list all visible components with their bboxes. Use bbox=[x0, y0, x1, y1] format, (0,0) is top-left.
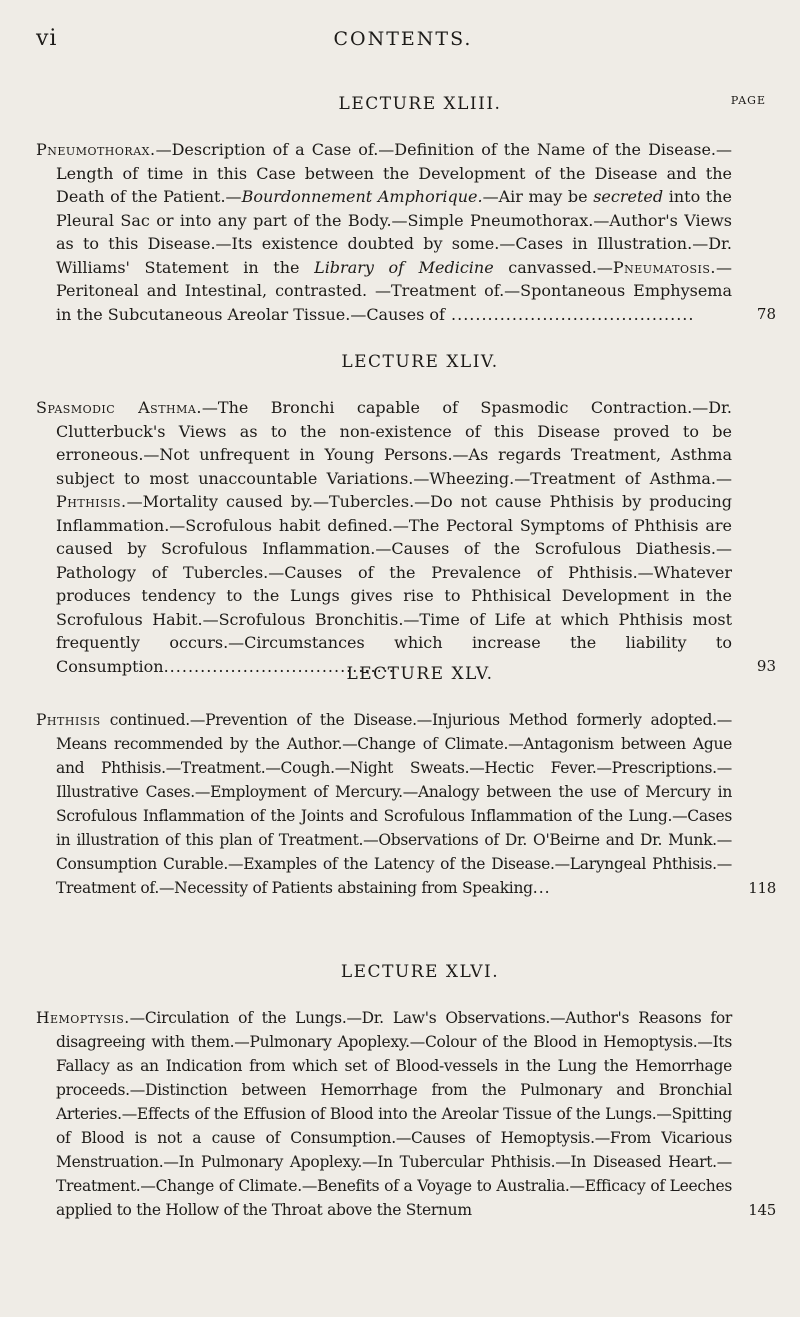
leader-dots: ........................................ bbox=[444, 304, 695, 324]
lecture-contents: Spasmodic Asthma.—The Bronchi capable of Spasmodic Contraction.—Dr. Clutterbuck's Views as to the non-existence of this Disease proved to be erroneous.—Not unfrequent in Young Persons.—As regards Treatment, Asthma subject to most unaccountable Variations.—Wheezing.—Treatment of Asthma.—Phthisis.—Mortality caused by.—Tubercles.—Do not cause Phthisis by producing Inflammation.—Scrofulous habit defined.—The Pectoral Symptoms of Phthisis are caused by Scrofulous Inflammation.—Causes of the Scrofulous Diathesis.—Pathology of Tubercles.—Causes of the Prevalence of Phthisis.—Whatever produces tendency to the Lungs gives rise to Phthisical Development in the Scrofulous Habit.—Scrofulous Bronchitis.—Time of Life at which Phthisis most frequently occurs.—Circumstances which increase the liability to Consumption...................................... 93 bbox=[36, 396, 776, 678]
page-title: CONTENTS. bbox=[333, 28, 473, 50]
running-head bbox=[36, 8, 770, 51]
lecture-heading: LECTURE XLVI. bbox=[340, 962, 500, 982]
subject-hemoptysis: Hemoptysis. bbox=[36, 1009, 130, 1027]
lecture-contents: Pneumothorax.—Description of a Case of.—Definition of the Name of the Disease.—Length of time in this Case between the Development of the Disease and the Death of the Patient.—Bourdonnement Amphorique.—Air may be secreted into the Pleural Sac or into any part of the Body.—Simple Pneumothorax.—Author's Views as to this Disease.—Its existence doubted by some.—Cases in Illustration.—Dr. Williams' Statement in the Library of Medicine canvassed.—Pneumatosis.—Peritoneal and Intestinal, contrasted. —Treatment of.—Spontaneous Emphysema in the Subcutaneous Areolar Tissue.—Causes of ........................................ 78 bbox=[36, 138, 776, 326]
page-reference: 145 bbox=[748, 1201, 776, 1219]
subject-phthisis: Phthisis bbox=[36, 711, 101, 729]
subject-spasmodic-asthma: Spasmodic Asthma. bbox=[36, 398, 202, 417]
lecture-heading: LECTURE XLV. bbox=[346, 664, 494, 684]
lecture-xliv bbox=[36, 350, 776, 694]
page-reference: 93 bbox=[756, 656, 776, 675]
lecture-xlv bbox=[36, 662, 776, 916]
page-reference: 118 bbox=[748, 879, 776, 897]
page-number: vi bbox=[36, 26, 58, 51]
lecture-contents: Hemoptysis.—Circulation of the Lungs.—Dr. Law's Observations.—Author's Reasons for disagreeing with them.—Pulmonary Apoplexy.—Colour of the Blood in Hemoptysis.—Its Fallacy as an Indication from which set of Blood-vessels in the Lung the Hemorrhage proceeds.—Distinction between Hemorrhage from the Pulmonary and Bronchial Arteries.—Effects of the Effusion of Blood into the Areolar Tissue of the Lungs.—Spitting of Blood is not a cause of Consumption.—Causes of Hemoptysis.—From Vicarious Menstruation.—In Pulmonary Apoplexy.—In Tubercular Phthisis.—In Diseased Heart.—Treatment.—Change of Climate.—Benefits of a Voyage to Australia.—Efficacy of Leeches applied to the Hollow of the Throat above the Sternum 145 bbox=[36, 1006, 776, 1222]
page-column-label: PAGE bbox=[730, 94, 766, 107]
lecture-heading: LECTURE XLIV. bbox=[341, 352, 499, 372]
subject-pneumothorax: Pneumothorax. bbox=[36, 140, 156, 159]
subject-pneumatosis: Pneumatosis. bbox=[612, 257, 717, 277]
page-reference: 78 bbox=[756, 304, 776, 323]
leader-dots: ...................................... bbox=[163, 656, 395, 676]
lecture-heading: LECTURE XLIII. bbox=[338, 94, 502, 114]
subject-phthisis: Phthisis. bbox=[56, 492, 127, 511]
lecture-xlvi bbox=[36, 960, 776, 1238]
lecture-contents: Phthisis continued.—Prevention of the Disease.—Injurious Method formerly adopted.—Means recommended by the Author.—Change of Climate.—Antagonism between Ague and Phthisis.—Treatment.—Cough.—Night Sweats.—Hectic Fever.—Prescriptions.—Illustrative Cases.—Employment of Mercury.—Analogy between the use of Mercury in Scrofulous Inflammation of the Joints and Scrofulous Inflammation of the Lung.—Cases in illustration of this plan of Treatment.—Observations of Dr. O'Beirne and Dr. Munk.—Consumption Curable.—Examples of the Latency of the Disease.—Laryngeal Phthisis.—Treatment of.—Necessity of Patients abstaining from Speaking... 118 bbox=[36, 708, 776, 900]
lecture-xliii bbox=[36, 92, 776, 342]
leader-dots: ... bbox=[532, 879, 551, 897]
